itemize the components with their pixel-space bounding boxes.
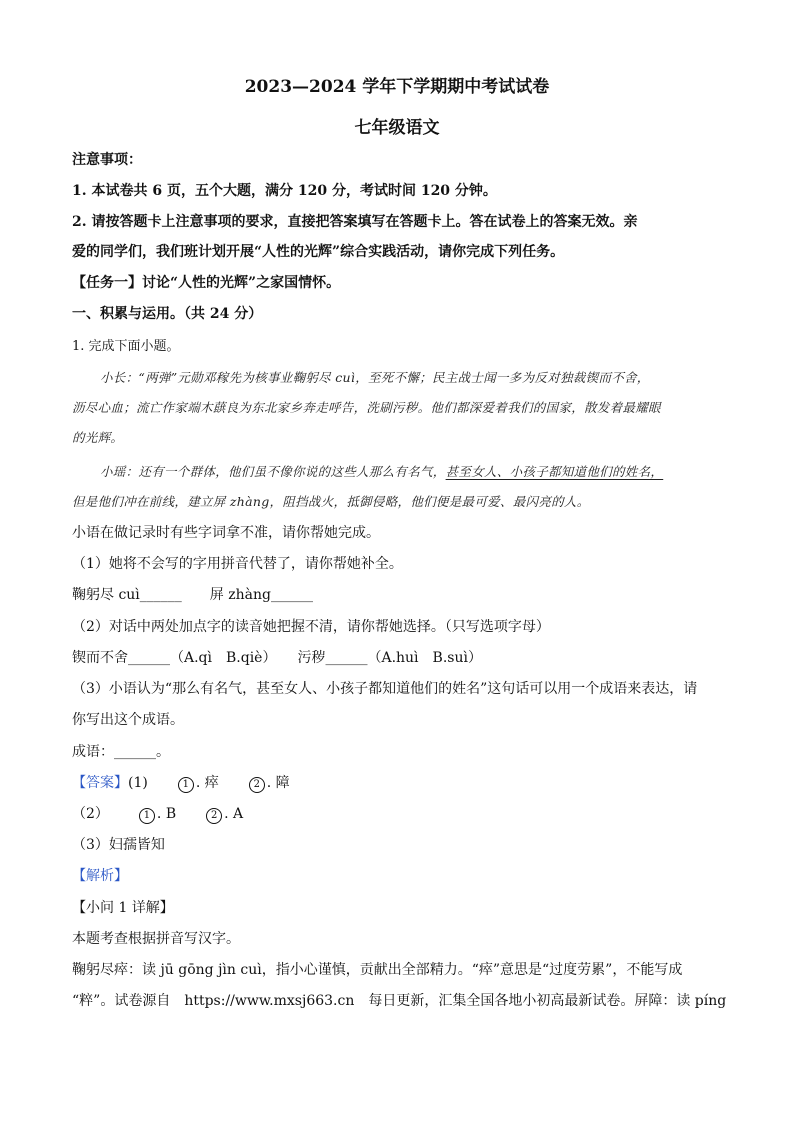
answer-1-value-1: . 瘁 <box>195 775 219 791</box>
record2-line-1 <box>100 462 663 482</box>
analysis-paragraph-3: “粹”。试卷源自 https://www.mxsj663.cn 每日更新，汇集全国各地小初高最新试卷。屏障：读 píng <box>72 993 727 1009</box>
question-1-stem: 1. 完成下面小题。 <box>72 339 180 354</box>
answer-line-2 <box>72 804 243 824</box>
analysis-sub-label: 【小问 1 详解】 <box>72 900 174 916</box>
sub-question-1-blanks: 鞠躬尽 cuì______ 屏 zhàng______ <box>72 587 313 603</box>
record-line-2: 沥尽心血；流亡作家端木蕻良为东北家乡奔走呼告，洗刷污秽。他们都深爱着我们的国家，散发着最耀眼 <box>72 400 661 415</box>
record-line-1: 小长：“两弹”元勋邓稼先为核事业鞠躬尽 cuì，至死不懈；民主战士闻一多为反对独裁锲而不舍， <box>100 370 650 385</box>
answer-2-prefix: （2） <box>72 806 109 822</box>
question-intro: 小语在做记录时有些字词拿不准，请你帮她完成。 <box>72 525 380 541</box>
answer-label: 【答案】 <box>72 775 128 791</box>
sub-question-3-blank: 成语：______。 <box>72 744 170 760</box>
notice-item-1: 1. 本试卷共 6 页，五个大题，满分 120 分，考试时间 120 分钟。 <box>72 183 497 199</box>
sub-question-3a: （3）小语认为“那么有名气，甚至女人、小孩子都知道他们的姓名”这句话可以用一个成语来表达，请 <box>72 681 698 697</box>
record2-line-1-text: 小瑶：还有一个群体，他们虽不像你说的这些人那么有名气， <box>100 464 446 479</box>
record2-line-2: 但是他们冲在前线，建立屏 zhàng，阻挡战火，抵御侵略，他们便是最可爱、最闪亮的人。 <box>72 494 590 509</box>
analysis-paragraph-2: 鞠躬尽瘁：读 jū gōng jìn cuì，指小心谨慎，贡献出全部精力。“瘁”意思是“过度劳累”，不能写成 <box>72 962 683 978</box>
task-1-heading: 【任务一】讨论“人性的光辉”之家国情怀。 <box>72 275 341 291</box>
record2-underlined-sentence: 甚至女人、小孩子都知道他们的姓名， <box>445 464 664 479</box>
record-line-3: 的光辉。 <box>72 430 124 445</box>
circled-number-2: 2 <box>206 808 222 824</box>
circled-number-1: 1 <box>178 777 194 793</box>
answer-2-value-2: . A <box>224 806 244 822</box>
exam-subtitle: 七年级语文 <box>354 118 440 138</box>
sub-question-3b: 你写出这个成语。 <box>72 712 184 728</box>
answer-line-1 <box>72 773 290 793</box>
sub-question-1: （1）她将不会写的字用拼音代替了，请你帮她补全。 <box>72 556 403 572</box>
analysis-paragraph-1: 本题考查根据拼音写汉字。 <box>72 931 240 947</box>
circled-number-1: 1 <box>139 808 155 824</box>
notice-item-2b: 爱的同学们，我们班计划开展“人性的光辉”综合实践活动，请你完成下列任务。 <box>72 244 565 260</box>
sub-question-2-blanks: 锲而不舍______（A.qì B.qiè） 污秽______（A.huì B.suì） <box>72 650 482 666</box>
circled-number-2: 2 <box>249 777 265 793</box>
sub-question-2: （2）对话中两处加点字的读音她把握不清，请你帮她选择。（只写选项字母） <box>72 619 550 635</box>
answer-1-prefix: (1) <box>128 775 148 791</box>
analysis-label: 【解析】 <box>72 868 128 884</box>
answer-line-3: （3）妇孺皆知 <box>72 837 165 853</box>
exam-title: 2023—2024 学年下学期期中考试试卷 <box>244 77 550 97</box>
notice-item-2a: 2. 请按答题卡上注意事项的要求，直接把答案填写在答题卡上。答在试卷上的答案无效。亲 <box>72 214 638 230</box>
notice-heading: 注意事项： <box>72 152 142 168</box>
section-1-heading: 一、积累与运用。（共 24 分） <box>72 306 263 322</box>
answer-2-value-1: . B <box>156 806 177 822</box>
answer-1-value-2: . 障 <box>266 775 290 791</box>
